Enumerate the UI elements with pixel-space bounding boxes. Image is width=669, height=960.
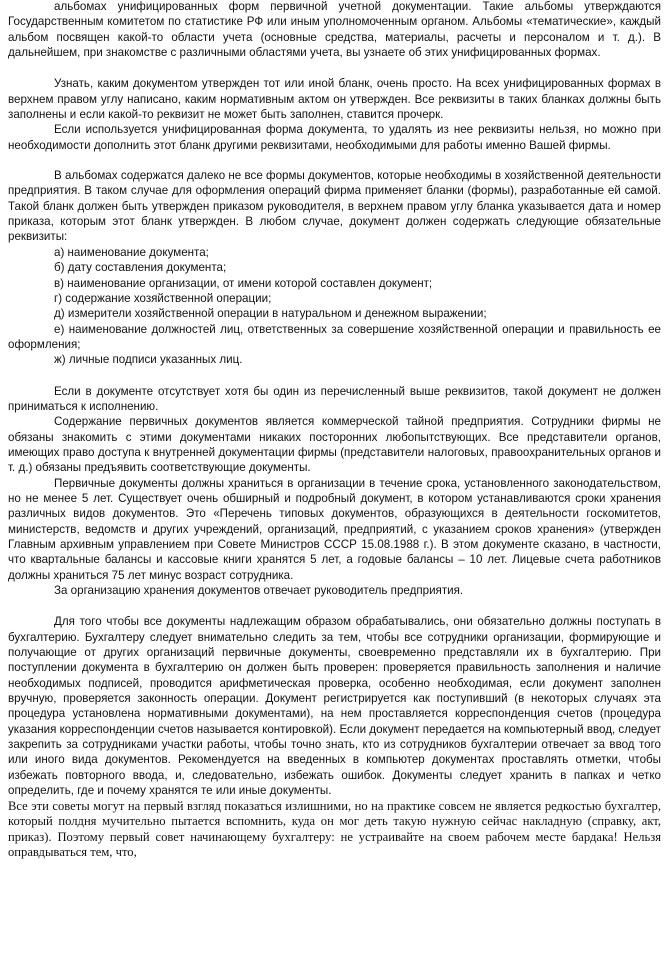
paragraph-form-requisites: Если используется унифицированная форма документа, то удалять из нее реквизиты нельзя, но можно при необходимости дополнить этот бланк другими реквизитами, необходимыми для работы именно Вашей фирмы. — [8, 123, 661, 152]
list-item: в) наименование организации, от имени которой составлен документ; — [54, 276, 433, 290]
list-item: г) содержание хозяйственной операции; — [54, 291, 272, 305]
paragraph-storage-responsibility: За организацию хранения документов отвечает руководитель предприятия. — [54, 584, 464, 598]
paragraph-own-forms: В альбомах содержатся далеко не все формы документов, которые необходимы в хозяйственной деятельности предприятия. В таком случае для оформления операций фирма применяет бланки (формы), разработанные ей самой. Такой бланк должен быть утвержден приказом руководителя, в верхнем правом углу бланка указывается дата и номер приказа, которым этот бланк утвержден. В любом случае, документ должен содержать следующие обязательные реквизиты: — [8, 169, 661, 244]
requisites-list — [8, 245, 661, 368]
list-item: е) наименование должностей лиц, ответственных за совершение хозяйственной операции и правильность ее оформления; — [8, 322, 661, 351]
paragraph-unified-albums: альбомах унифицированных форм первичной учетной документации. Такие альбомы утверждаются Государственным комитетом по статистике РФ или иным уполномоченным органом. Альбомы «тематические», каждый альбом посвящен какой-то области учета (основные средства, материалы, расчеты и персоналом и т. д.). В дальнейшем, при знакомстве с различными областями учета, вы узнаете об этих унифицированных формах. — [8, 0, 661, 60]
list-item: д) измерители хозяйственной операции в натуральном и денежном выражении; — [54, 307, 487, 321]
paragraph-advice: Все эти советы могут на первый взгляд показаться излишними, но на практике совсем не является редкостью бухгалтер, который полдня мучительно пытается вспомнить, куда он мог деть такую нужную сейчас накладную (справку, акт, приказ). Поэтому первый совет начинающему бухгалтеру: не устраивайте на своем рабочем месте бардака! Нельзя оправдываться тем, что, — [8, 798, 661, 859]
list-item: ж) личные подписи указанных лиц. — [54, 353, 243, 367]
list-item: а) наименование документа; — [54, 245, 209, 259]
paragraph-commercial-secret: Содержание первичных документов является коммерческой тайной предприятия. Сотрудники фирмы не обязаны знакомить с этими документами никаких посторонних любопытствующих. Все представители органов, имеющих право доступа к внутренней документации фирмы (представители налоговых, правоохранительных органов и т. д.) обязаны предъявить соответствующие документы. — [8, 415, 661, 475]
paragraph-storage-terms: Первичные документы должны храниться в организации в течение срока, установленного законодательством, но не менее 5 лет. Существует очень обширный и подробный документ, в котором устанавливаются сроки хранения различных видов документов. Это «Перечень типовых документов, образующихся в деятельности госкомитетов, министерств, ведомств и других учреждений, организаций, предприятий, с указанием сроков хранения» (утвержден Главным архивным управлением при Совете Министров СССР 15.08.1988 г.). В этом документе сказано, в частности, что квартальные балансы и кассовые книги хранятся 5 лет, а годовые балансы – 10 лет. Лицевые счета работников должны храниться 75 лет минус возраст сотрудника. — [8, 476, 661, 582]
paragraph-form-approval: Узнать, каким документом утвержден тот или иной бланк, очень просто. На всех унифицированных формах в верхнем правом углу написано, каким нормативным актом он утвержден. Все реквизиты в таких бланках должны быть заполнены и если какой-то реквизит не может быть заполнен, ставится прочерк. — [8, 77, 661, 122]
list-item: б) дату составления документа; — [54, 261, 227, 275]
paragraph-accounting-processing: Для того чтобы все документы надлежащим образом обрабатывались, они обязательно должны поступать в бухгалтерию. Бухгалтеру следует внимательно следить за тем, чтобы все сотрудники организации, формирующие и получающие от других организаций первичные документы, своевременно представляли их в бухгалтерию. При поступлении документа в бухгалтерию он должен быть проверен: проверяется правильность заполнения и наличие необходимых подписей, проводится арифметическая проверка, особенно необходимая, если документ заполнен вручную, проверяется законность операции. Документ регистрируется как поступивший (в некоторых случаях эта процедура установлена нормативными документами), на нем проставляется корреспонденция счетов (процедура указания корреспонденции счетов называется контировкой). Если документ передается на компьютерный ввод, следует закрепить за сотрудниками участки работы, чтобы точно знать, кто из сотрудников бухгалтерии отвечает за ввод того или иного вида документов. Рекомендуется на введенных в компьютер документах проставлять отметки, чтобы избежать повторного ввода, и, следовательно, избежать ошибок. Документы следует хранить в папках и четко определить, где и почему хранятся те или иные документы. — [8, 615, 661, 798]
paragraph-missing-requisite: Если в документе отсутствует хотя бы один из перечисленный выше реквизитов, такой документ не должен приниматься к исполнению. — [8, 384, 661, 413]
